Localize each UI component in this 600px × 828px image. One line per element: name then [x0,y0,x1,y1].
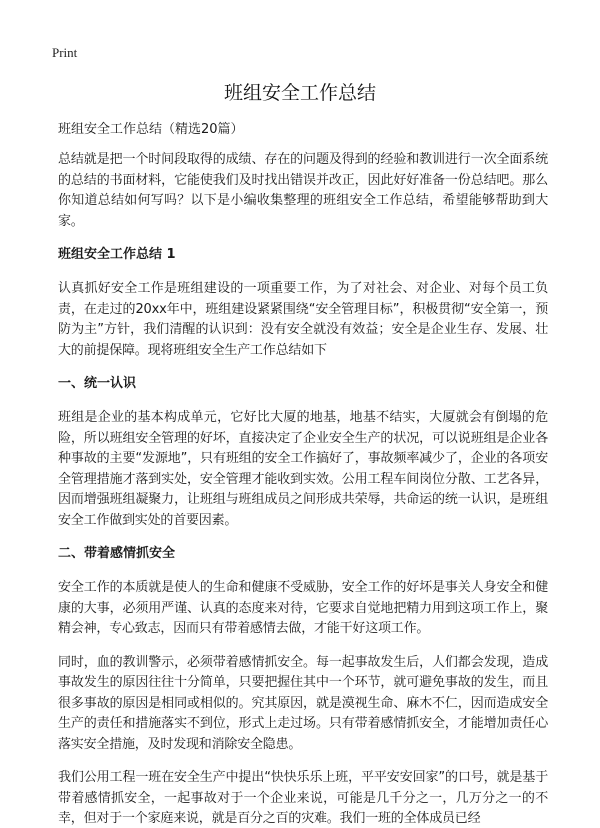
intro-paragraph: 总结就是把一个时间段取得的成绩、存在的问题及得到的经验和教训进行一次全面系统的总结的书面材料，它能使我们及时找出错误并改正，因此好好准备一份总结吧。那么你知道总结如何写吗？以下是小编收集整理的班组安全工作总结，希望能够帮助到大家。 [58,152,548,229]
subsection-heading-unity: 一、统一认识 [58,376,137,391]
subsection-heading-emotion: 二、带着感情抓安全 [58,546,176,561]
emotion-paragraph-1: 安全工作的本质就是使人的生命和健康不受威胁，安全工作的好坏是事关人身安全和健康的大事，必须用严谨、认真的态度来对待，它要求自觉地把精力用到这项工作上，聚精会神，专心致志，因而只有带着感情去做，才能干好这项工作。 [58,580,548,636]
document-subtitle: 班组安全工作总结（精选20篇） [58,122,244,137]
document-body [58,120,548,828]
emotion-paragraph-2: 同时，血的教训警示，必须带着感情抓安全。每一起事故发生后，人们都会发现，造成事故发生的原因往往十分简单，只要把握住其中一个环节，就可避免事故的发生，而且很多事故的原因是相同或相似的。究其原因，就是漠视生命、麻木不仁，因而造成安全生产的责任和措施落实不到位，形式上走过场。只有带着感情抓安全，才能增加责任心落实安全措施，及时发现和消除安全隐患。 [58,654,548,752]
unity-paragraph: 班组是企业的基本构成单元，它好比大厦的地基，地基不结实，大厦就会有倒塌的危险，所以班组安全管理的好坏，直接决定了企业安全生产的状况，可以说班组是企业各种事故的主要“发源地”，只有班组的安全工作搞好了，事故频率减少了，企业的各项安全管理措施才落到实处，安全管理才能收到实效。公用工程车间岗位分散、工艺各异，因而增强班组凝聚力，让班组与班组成员之间形成共荣辱，共命运的统一认识，是班组安全工作做到实处的首要因素。 [58,410,548,528]
section-heading: 班组安全工作总结 1 [58,247,176,262]
document-title: 班组安全工作总结 [223,82,376,104]
emotion-paragraph-3: 我们公用工程一班在安全生产中提出“快快乐乐上班，平平安安回家”的口号，就是基于带着感情抓安全，一起事故对于一个企业来说，可能是几千分之一，几万分之一的不幸，但对于一个家庭来说，就是百分之百的灾难。我们一班的全体成员已经 [58,770,548,826]
print-label: Print [52,45,78,60]
section-paragraph: 认真抓好安全工作是班组建设的一项重要工作，为了对社会、对企业、对每个员工负责，在走过的20xx年中，班组建设紧紧围绕“安全管理目标”，积极贯彻“安全第一，预防为主”方针，我们清醒的认识到：没有安全就没有效益；安全是企业生存、发展、壮大的前提保障。现将班组安全生产工作总结如下 [58,281,548,358]
